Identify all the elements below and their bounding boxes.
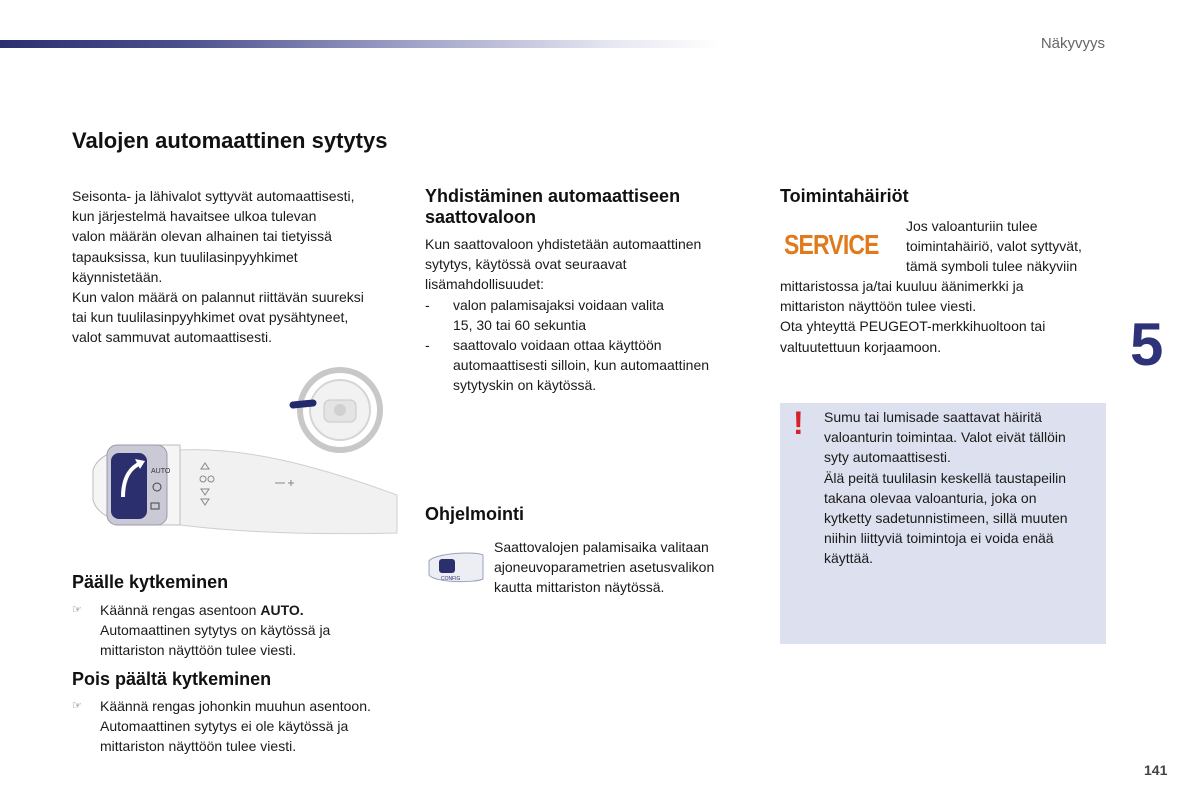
on-title: Päälle kytkeminen (72, 572, 229, 592)
on-bullet-text: Käännä rengas asentoon (100, 602, 261, 618)
auto-label: AUTO (151, 468, 171, 475)
followme-title: Yhdistäminen automaattiseen saattovaloon (425, 186, 681, 227)
on-bullet-bold: AUTO. (260, 602, 304, 618)
intro-text (72, 186, 402, 348)
chapter-number: 5 (1130, 311, 1164, 378)
section-title: Näkyvyys (1040, 35, 1105, 52)
off-title: Pois päältä kytkeminen (72, 669, 272, 689)
intro-line: käynnistetään. (72, 268, 163, 285)
warning-exclamation-icon: ! (793, 405, 804, 441)
malfunction-line: tämä symboli tulee näkyviin (906, 258, 1078, 275)
intro-line: kun järjestelmä havaitsee ulkoa tulevan (72, 208, 317, 225)
intro-line: Kun valon määrä on palannut riittävän suureksi (72, 289, 364, 306)
header-bar (0, 40, 720, 48)
bullet-line: sytytyskin on käytössä. (453, 377, 597, 394)
off-line: mittariston näyttöön tulee viesti. (100, 738, 297, 755)
programming-line: Saattovalojen palamisaika valitaan (494, 539, 709, 555)
steering-wheel-icon (300, 370, 380, 450)
on-line: mittariston näyttöön tulee viesti. (100, 642, 297, 659)
service-warning-icon: SERVICE (784, 229, 879, 260)
intro-line: valot sammuvat automaattisesti. (72, 329, 272, 346)
off-line: Käännä rengas johonkin muuhun asentoon. (100, 698, 371, 714)
malfunction-line: toimintahäiriö, valot syttyvät, (906, 238, 1082, 255)
bullet-line: saattovalo voidaan ottaa käyttöön (453, 337, 662, 354)
page-number: 141 (1144, 762, 1168, 778)
main-title: Valojen automaattinen sytytys (72, 128, 388, 153)
light-stalk-illustration (85, 365, 400, 550)
followme-line: Kun saattovaloon yhdistetään automaattinen (425, 236, 702, 252)
warning-line: takana olevaa valoanturia, joka on (824, 489, 1037, 506)
warning-line: Älä peitä tuulilasin keskellä taustapeilin (824, 469, 1067, 486)
off-instructions (72, 696, 402, 757)
followme-line: lisämahdollisuudet: (425, 276, 545, 293)
pointing-hand-icon: ☞ (72, 604, 82, 616)
malfunction-side-text (906, 216, 1116, 277)
config-button-icon (425, 549, 485, 585)
malfunction-line: Ota yhteyttä PEUGEOT-merkkihuoltoon tai (780, 318, 1046, 335)
programming-line: ajoneuvoparametrien asetusvalikon (494, 559, 715, 576)
warning-line: syty automaattisesti. (824, 449, 951, 466)
programming-title: Ohjelmointi (425, 504, 524, 524)
intro-line: valon määrän olevan alhainen tai tietyissä (72, 228, 332, 245)
config-label: CONFIG (441, 576, 461, 582)
malfunction-title: Toimintahäiriöt (780, 186, 909, 206)
on-line: Automaattinen sytytys on käytössä ja (100, 622, 331, 639)
warning-line: niihin liittyviä toimintoja ei voida enää (824, 530, 1054, 547)
programming-text (494, 537, 754, 598)
warning-line: käyttää. (824, 550, 874, 567)
warning-text (824, 407, 1104, 569)
warning-line: Sumu tai lumisade saattavat häiritä (824, 409, 1042, 425)
followme-line: sytytys, käytössä ovat seuraavat (425, 256, 627, 273)
malfunction-line: valtuutettuun korjaamoon. (780, 338, 942, 355)
malfunction-text (780, 276, 1110, 357)
intro-line: tai kun tuulilasinpyyhkimet ovat pysähtyneet, (72, 309, 349, 326)
warning-line: kytketty sadetunnistimeen, sillä muuten (824, 510, 1068, 527)
programming-line: kautta mittariston näytössä. (494, 579, 665, 596)
malfunction-line: Jos valoanturiin tulee (906, 218, 1038, 234)
bullet-line: automaattisesti silloin, kun automaattinen (453, 357, 710, 374)
malfunction-line: mittariston näyttöön tulee viesti. (780, 298, 977, 315)
intro-line: Seisonta- ja lähivalot syttyvät automaattisesti, (72, 188, 355, 204)
pointing-hand-icon: ☞ (72, 700, 82, 712)
on-instructions (72, 600, 402, 661)
intro-line: tapauksissa, kun tuulilasinpyyhkimet (72, 248, 298, 265)
off-line: Automaattinen sytytys ei ole käytössä ja (100, 718, 349, 735)
bullet-line: 15, 30 tai 60 sekuntia (453, 316, 587, 333)
warning-line: valoanturin toimintaa. Valot eivät tällöin (824, 429, 1066, 446)
bullet-line: valon palamisajaksi voidaan valita (453, 296, 664, 313)
followme-text: Kun saattovaloon yhdistetään automaattinen sytytys, käytössä ovat seuraavat lisämahdollisuudet: - valon palamisajaksi voidaan valita 15, 30 tai 60 sekuntia - saattovalo voidaan ottaa käyttöön automaattisesti silloin, kun automaattinen sytytyskin on käytössä. (425, 234, 745, 396)
malfunction-line: mittaristossa ja/tai kuuluu äänimerkki ja (780, 278, 1024, 294)
